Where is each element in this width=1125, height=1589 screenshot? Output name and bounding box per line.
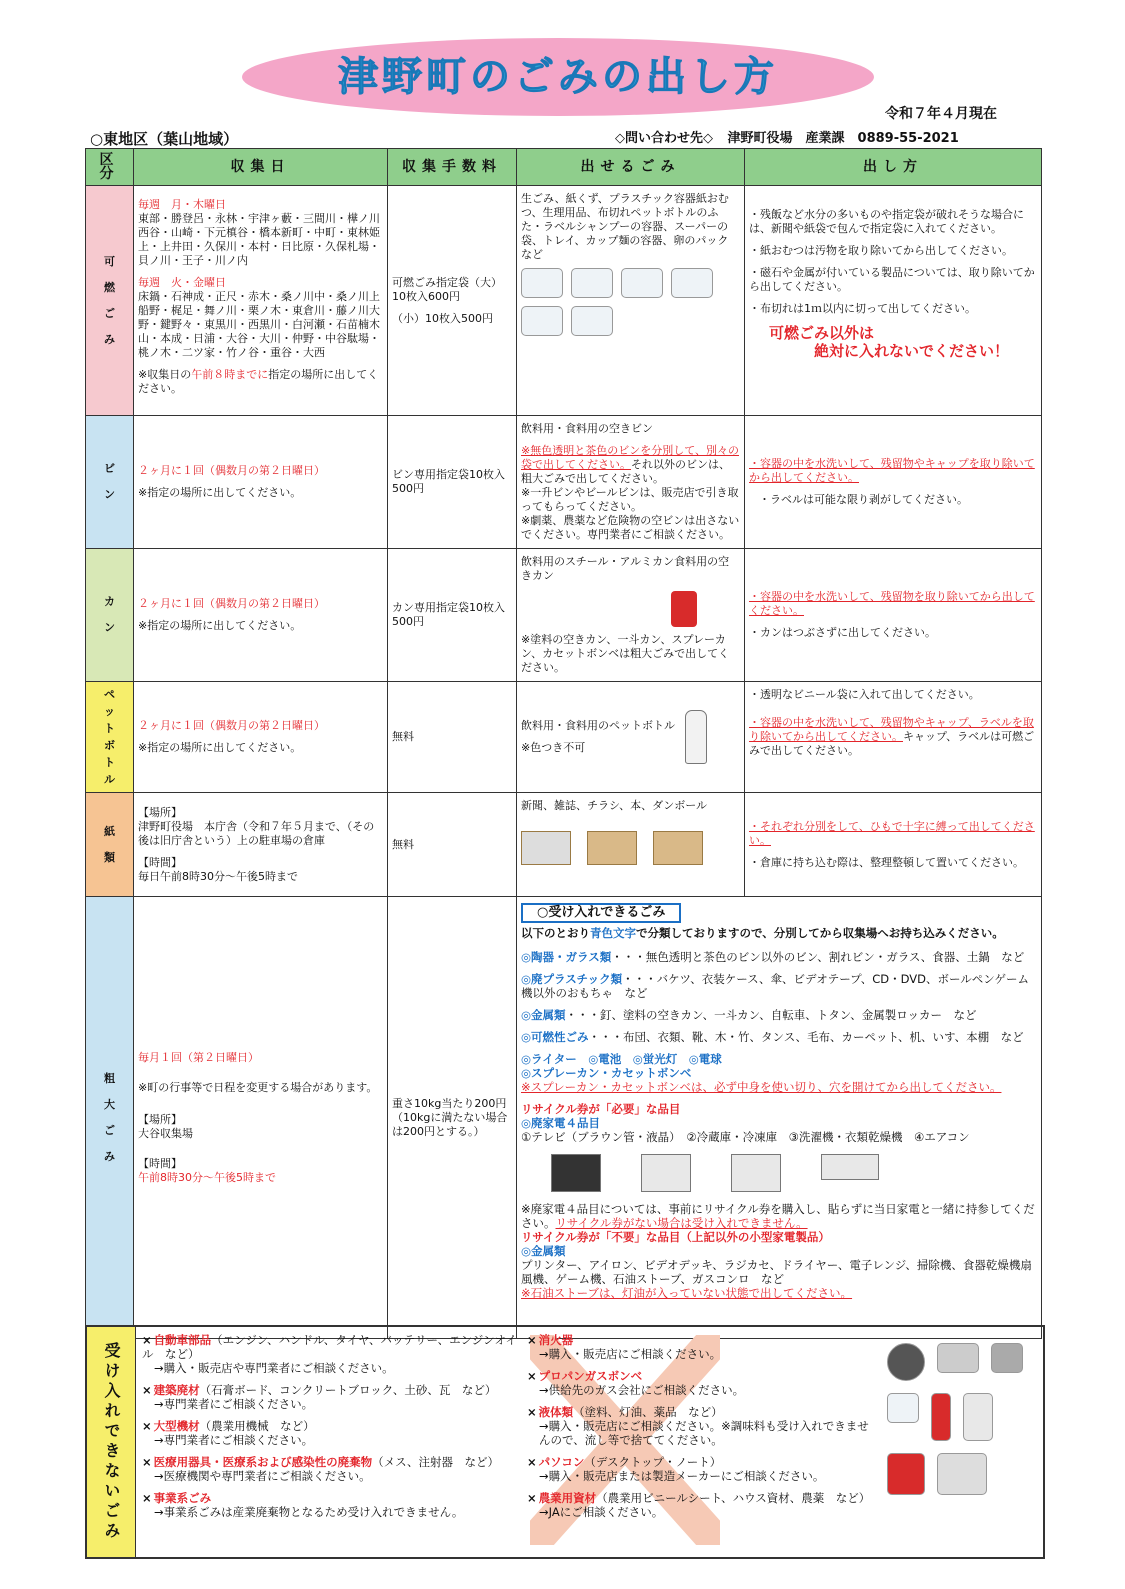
recycle-unneeded-heading: リサイクル券が「不要」な品目（上記以外の小型家電製品）	[521, 1230, 830, 1244]
recycle-required-note	[521, 1202, 1037, 1230]
paper-method	[745, 793, 1042, 897]
row-burnable	[86, 186, 1042, 416]
row-can	[86, 549, 1042, 682]
category-burnable	[86, 186, 134, 416]
category-bulky	[86, 897, 134, 1339]
category-char: ン	[104, 488, 115, 501]
not-accepted-item	[142, 1383, 522, 1411]
burnable-method	[745, 186, 1042, 416]
bulky-time-heading: 【時間】	[138, 1156, 182, 1170]
burnable-fee	[388, 186, 517, 416]
burnable-warning-2: 絶対に入れないでください！	[814, 342, 1010, 360]
bulky-accepted-heading: ○受け入れできるごみ	[521, 903, 681, 923]
category-paper	[86, 793, 134, 897]
group-heading: ◎可燃性ごみ	[521, 1030, 589, 1044]
item-detail: （農業用ビニールシート、ハウス資材、農薬 など）	[596, 1491, 871, 1505]
burnable-items-text: 生ごみ、紙くず、プラスチック容器紙おむつ、生理用品、布切れペットボトルのふた・ラベルシャンプーの容器、スーパーの袋、トレイ、カップ麺の容器、卵のパック など	[521, 192, 740, 261]
bottle-how-1: ・容器の中を水洗いして、残留物やキャップを取り除いてから出してください。	[749, 457, 1035, 484]
not-accepted-section	[85, 1325, 1045, 1559]
item-detail: （デスクトップ・ノート）	[584, 1455, 722, 1469]
x-icon: ×	[527, 1333, 537, 1347]
category-can	[86, 549, 134, 682]
bulky-day: 毎月１回（第２日曜日）	[138, 1050, 259, 1064]
item-head: 建築廃材	[153, 1383, 200, 1397]
can-day: ２ヶ月に１回（偶数月の第２日曜日）	[138, 597, 325, 610]
paper-items	[517, 793, 745, 897]
computer-icon	[937, 1453, 987, 1495]
category-char: ビ	[104, 462, 115, 475]
row-paper	[86, 793, 1042, 897]
item-head: プロパンガスボンベ	[538, 1369, 643, 1383]
burnable-how-1: ・残飯など水分の多いものや指定袋が破れそうな場合には、新聞や紙袋で包んで指定袋に入れてください。	[749, 208, 1024, 235]
bulky-note: ※町の行事等で日程を変更する場合があります。	[138, 1080, 378, 1094]
item-head: 自動車部品	[153, 1333, 212, 1347]
item-advice: →医療機関や専門業者にご相談ください。	[154, 1469, 371, 1483]
note-text: 指定の場所に出してください。	[138, 368, 379, 395]
bottle-place: ※指定の場所に出してください。	[138, 486, 302, 499]
category-char: 燃	[104, 280, 115, 294]
can-fee: カン専用指定袋10枚入500円	[388, 549, 517, 682]
contact-label: ◇問い合わせ先◇	[615, 131, 713, 146]
not-accepted-item	[527, 1405, 877, 1447]
cloth-icon	[571, 268, 613, 298]
bottle-item-2-red: ※無色透明と茶色のビンを分別して、別々の袋で出してください。	[521, 444, 739, 471]
bulky-group-metal	[521, 1008, 1037, 1022]
x-icon: ×	[527, 1491, 537, 1505]
category-bottle	[86, 416, 134, 549]
bulky-group-ceramics	[521, 950, 1037, 964]
paper-fee: 無料	[388, 793, 517, 897]
bottle-day: ２ヶ月に１回（偶数月の第２日曜日）	[138, 464, 325, 477]
x-icon: ×	[527, 1369, 537, 1383]
bottle-item-2: それ以外のビンは、粗大ごみで出してください。	[521, 458, 730, 485]
not-accepted-item	[527, 1333, 877, 1361]
can-icon	[671, 591, 697, 627]
item-head: 事業系ごみ	[153, 1491, 212, 1505]
paper-how-1: ・それぞれ分別をして、ひもで十字に縛って出してください。	[749, 819, 1035, 847]
category-char: 粗	[104, 1071, 115, 1085]
burnable-day2-label: 毎週 火・金曜日	[138, 276, 226, 289]
pet-item-2: ※色つき不可	[521, 741, 586, 754]
paper-how-2: ・倉庫に持ち込む際は、整理整頓して置いてください。	[749, 855, 1024, 869]
burnable-how-3: ・磁石や金属が付いている製品については、取り除いてから出してください。	[749, 266, 1035, 293]
area-name: ○東地区（葉山地域）	[90, 130, 239, 148]
can-method	[745, 549, 1042, 682]
pet-items	[517, 682, 745, 793]
category-char: 大	[104, 1097, 115, 1111]
paper-days	[134, 793, 388, 897]
category-char: ッ	[104, 705, 115, 718]
bulky-days	[134, 897, 388, 1339]
bottle-item-1: 飲料用・食料用の空きビン	[521, 422, 653, 435]
not-accepted-item	[527, 1455, 877, 1483]
x-icon: ×	[142, 1419, 152, 1433]
can-item-2: ※塗料の空きカン、一斗カン、スプレーカン、カセットボンベは粗大ごみで出してください。	[521, 633, 730, 674]
recycle-required-sub: ◎廃家電４品目	[521, 1116, 601, 1130]
burnable-items	[517, 186, 745, 416]
item-detail: （石膏ボード、コンクリートブロック、土砂、瓦 など）	[199, 1383, 497, 1397]
intro-text: で分類しておりますので、分別してから収集場へお持ち込みください。	[636, 926, 1004, 940]
category-char: み	[104, 1149, 115, 1163]
category-char: ペ	[104, 688, 115, 701]
burnable-how-2: ・紙おむつは汚物を取り除いてから出してください。	[749, 244, 1013, 257]
item-advice: →購入・販売店にご相談ください。※調味料も受け入れできませんので、流し等で捨ててください。	[539, 1419, 869, 1447]
item-advice: →購入・販売店や専門業者にご相談ください。	[154, 1361, 394, 1375]
battery-icon	[937, 1343, 979, 1373]
item-detail: （塗料、灯油、薬品 など）	[573, 1405, 723, 1419]
can-item-1: 飲料用のスチール・アルミカン食料用の空きカン	[521, 555, 730, 582]
pet-item-1: 飲料用・食料用のペットボトル	[521, 719, 675, 732]
paper-illustrations	[521, 831, 740, 865]
burnable-how-4: ・布切れは1ｍ以内に切って出してください。	[749, 302, 976, 315]
x-icon: ×	[142, 1455, 152, 1469]
concrete-block-icon	[991, 1343, 1023, 1373]
recycle-unneeded-items: プリンター、アイロン、ビデオデッキ、ラジカセ、ドライヤー、電子レンジ、掃除機、食器乾燥機扇風機、ゲーム機、石油ストーブ、ガスコンロ など	[521, 1258, 1032, 1286]
bulky-group-plastic	[521, 972, 1037, 1000]
category-char: カ	[104, 595, 115, 608]
bag-icon	[671, 268, 713, 298]
category-pet	[86, 682, 134, 793]
row-bottle	[86, 416, 1042, 549]
not-accepted-left	[142, 1333, 522, 1527]
header-method: 出し方	[745, 149, 1042, 186]
page-title: 津野町のごみの出し方	[338, 54, 778, 100]
tire-icon	[887, 1343, 925, 1381]
syringe-icon	[887, 1393, 919, 1423]
recycle-unneeded-sub: ◎金属類	[521, 1244, 566, 1258]
pet-how-2-red: ・容器の中を水洗いして、残留物やキャップ、ラベルを取り除いてから出してください。	[749, 716, 1034, 743]
burnable-fee-large: 可燃ごみ指定袋（大）10枚入600円	[392, 275, 502, 303]
category-char: ル	[104, 773, 115, 786]
group-text: ・・・無色透明と茶色のビン以外のビン、割れビン・ガラス、食器、土鍋 など	[611, 950, 1025, 964]
refrigerator-icon	[641, 1154, 691, 1192]
item-detail: （メス、注射器 など）	[372, 1455, 499, 1469]
washing-machine-icon	[731, 1154, 781, 1192]
group-text: ・・・バケツ、衣装ケース、傘、ビデオテープ、CD・DVD、ボールペンゲーム機以外のおもちゃ など	[521, 972, 1030, 1000]
note-highlight: 午前８時までに	[191, 368, 269, 381]
x-icon: ×	[142, 1333, 152, 1347]
header-row	[86, 149, 1042, 186]
gas-cylinder-icon	[963, 1393, 993, 1441]
egg-pack-icon	[571, 306, 613, 336]
diaper-icon	[521, 268, 563, 298]
x-icon: ×	[527, 1405, 537, 1419]
pet-bottle-icon	[685, 710, 707, 764]
contact-info	[615, 127, 959, 146]
category-char: ご	[104, 306, 115, 320]
tray-icon	[621, 268, 663, 298]
not-accepted-right	[527, 1333, 877, 1527]
item-head: 大型機材	[153, 1419, 200, 1433]
bulky-time: 午前8時30分～午後5時まで	[138, 1170, 276, 1184]
bulky-fee: 重さ10kg当たり200円（10kgに満たない場合は200円とする。）	[388, 897, 517, 1339]
bulky-group-lighter: ◎ライター ◎電池 ◎蛍光灯 ◎電球	[521, 1052, 722, 1066]
header-fee: 収集手数料	[388, 149, 517, 186]
appliance-illustrations	[551, 1154, 1037, 1192]
bottle-item-4: ※劇薬、農薬など危険物の空ビンは出さないでください。専門業者にご相談ください。	[521, 514, 740, 541]
recycle-required-heading: リサイクル券が「必要」な品目	[521, 1102, 681, 1116]
bottle-items	[517, 416, 745, 549]
category-char: 紙	[104, 824, 115, 838]
pet-place: ※指定の場所に出してください。	[138, 741, 302, 754]
item-advice: →専門業者にご相談ください。	[154, 1397, 314, 1411]
bulky-group-spray: ◎スプレーカン・カセットボンベ	[521, 1066, 692, 1080]
burnable-note	[138, 368, 383, 396]
item-head: 医療用器具・医療系および感染性の廃棄物	[153, 1455, 373, 1469]
not-accepted-item	[142, 1419, 522, 1447]
burnable-fee-small: （小）10枚入500円	[392, 311, 493, 325]
item-advice: →専門業者にご相談ください。	[154, 1433, 314, 1447]
bulky-spray-note: ※スプレーカン・カセットボンベは、必ず中身を使い切り、穴を開けてから出してください。	[521, 1080, 1002, 1094]
item-head: パソコン	[538, 1455, 585, 1469]
pet-day: ２ヶ月に１回（偶数月の第２日曜日）	[138, 719, 325, 732]
pet-how-2: キャップ、ラベルは可燃ごみで出してください。	[749, 730, 1035, 757]
contact-office: 津野町役場 産業課 0889-55-2021	[727, 131, 959, 146]
schedule-table-frame	[85, 148, 1041, 1339]
bottle-method	[745, 416, 1042, 549]
pet-fee: 無料	[388, 682, 517, 793]
x-icon: ×	[142, 1383, 152, 1397]
note-red: リサイクル券がない場合は受け入れできません。	[555, 1216, 808, 1230]
bulky-details	[517, 897, 1042, 1339]
note-text: ※廃家電４品目については、事前にリサイクル券を購入し、貼らずに当日家電と一緒に持参してください。	[521, 1202, 1035, 1230]
paper-time-heading: 【時間】	[138, 855, 182, 869]
group-heading: ◎廃プラスチック類	[521, 972, 623, 986]
paper-item-1: 新聞、雑誌、チラシ、本、ダンボール	[521, 799, 708, 812]
burnable-day1-areas: 東部・勝登呂・永林・宇津ヶ藪・三間川・樺ノ川西谷・山崎・下元槙谷・橋本新町・中町・東林姫上・上井田・久保川・本村・日比原・久保札場・貝ノ川・王子・川ノ内	[138, 212, 380, 267]
header-items: 出せるごみ	[517, 149, 745, 186]
group-text: ・・・布団、衣類、靴、木・竹、タンス、毛布、カーペット、机、いす、本棚 など	[588, 1030, 1024, 1044]
category-char: ご	[104, 1123, 115, 1137]
can-days	[134, 549, 388, 682]
as-of-date: 令和７年４月現在	[885, 106, 997, 122]
paper-time: 毎日午前8時30分～午後5時まで	[138, 869, 298, 883]
item-advice: →購入・販売店にご相談ください。	[539, 1347, 722, 1361]
fuel-can-icon	[887, 1453, 925, 1495]
recycle-required-items: ①テレビ（ブラウン管・液晶） ②冷蔵庫・冷凍庫 ③洗濯機・衣類乾燥機 ④エアコン	[521, 1130, 970, 1144]
can-items	[517, 549, 745, 682]
paper-place-heading: 【場所】	[138, 805, 182, 819]
bottle-item-3: ※一升ビンやビールビンは、販売店で引き取ってもらってください。	[521, 486, 739, 513]
burnable-illustrations	[521, 268, 740, 336]
category-char: み	[104, 332, 115, 346]
burnable-day1-label: 毎週 月・木曜日	[138, 198, 226, 211]
not-accepted-item	[142, 1491, 522, 1519]
item-advice: →JAにご相談ください。	[539, 1505, 664, 1519]
header-category: 区分	[86, 149, 134, 186]
not-accepted-item	[527, 1369, 877, 1397]
can-place: ※指定の場所に出してください。	[138, 619, 302, 632]
row-pet	[86, 682, 1042, 793]
item-detail: （農業用機械 など）	[199, 1419, 315, 1433]
kerosene-stove-note: ※石油ストーブは、灯油が入っていない状態で出してください。	[521, 1286, 853, 1300]
group-heading: ◎金属類	[521, 1008, 566, 1022]
not-accepted-illustrations	[887, 1343, 1027, 1495]
category-char: ボ	[104, 739, 115, 752]
item-advice: →事業系ごみは産業廃棄物となるため受け入れできません。	[154, 1505, 464, 1519]
item-advice: →供給先のガス会社にご相談ください。	[539, 1383, 745, 1397]
category-char: 可	[104, 254, 115, 268]
category-char: 類	[104, 850, 115, 864]
pet-method	[745, 682, 1042, 793]
intro-text: 以下のとおり	[521, 926, 590, 940]
x-icon: ×	[142, 1491, 152, 1505]
paper-place: 津野町役場 本庁舎（令和７年５月まで、（その後は旧庁舎という）上の駐車場の倉庫	[138, 819, 375, 847]
cardboard-icon	[653, 831, 703, 865]
group-text: ・・・釘、塗料の空きカン、一斗カン、自転車、トタン、金属製ロッカー など	[565, 1008, 977, 1022]
bulky-intro	[521, 926, 1037, 940]
burnable-day2-areas: 床鍋・石神成・正尺・赤木・桑ノ川中・桑ノ川上船野・梶足・舞ノ川・栗ノ木・東倉川・藤ノ川大野・鍵野々・東黒川・西黒川・白河瀬・石苗楠木山・本成・日浦・大谷・大川・仲野・中谷駄場・桃ノ木・二ツ家・竹ノ谷・重谷・大西	[138, 290, 380, 359]
not-accepted-item	[142, 1455, 522, 1483]
category-char: ト	[104, 756, 115, 769]
item-detail: （エンジン、ハンドル、タイヤ、バッテリー、エンジンオイル など）	[142, 1333, 517, 1361]
category-char: ト	[104, 722, 115, 735]
burnable-days	[134, 186, 388, 416]
fire-extinguisher-icon	[931, 1393, 951, 1441]
not-accepted-item	[142, 1333, 522, 1375]
newspaper-icon	[521, 831, 571, 865]
row-bulky	[86, 897, 1042, 1339]
group-heading: ◎陶器・ガラス類	[521, 950, 612, 964]
can-how-2: ・カンはつぶさずに出してください。	[749, 626, 936, 639]
category-char: ン	[104, 621, 115, 634]
bottle-days	[134, 416, 388, 549]
item-head: 農業用資材	[538, 1491, 597, 1505]
header-collection-day: 収集日	[134, 149, 388, 186]
burnable-warning-1: 可燃ごみ以外は	[769, 324, 875, 342]
bottle-how-2: ・ラベルは可能な限り剥がしてください。	[759, 493, 968, 506]
bottle-fee: ビン専用指定袋10枚入500円	[388, 416, 517, 549]
schedule-table	[85, 148, 1042, 1339]
pet-days	[134, 682, 388, 793]
not-accepted-category: 受け入れできないごみ	[87, 1327, 136, 1557]
cup-noodle-icon	[521, 306, 563, 336]
magazine-bundle-icon	[587, 831, 637, 865]
pet-how-1: ・透明なビニール袋に入れて出してください。	[749, 688, 980, 701]
bulky-place-heading: 【場所】	[138, 1112, 182, 1126]
item-head: 液体類	[538, 1405, 574, 1419]
air-conditioner-icon	[821, 1154, 879, 1180]
tv-icon	[551, 1154, 601, 1192]
bulky-group-combustible	[521, 1030, 1037, 1044]
bulky-place: 大谷収集場	[138, 1126, 193, 1140]
note-text: ※収集日の	[138, 368, 192, 381]
can-how-1: ・容器の中を水洗いして、残留物を取り除いてから出してください。	[749, 590, 1035, 617]
item-advice: →購入・販売店または製造メーカーにご相談ください。	[539, 1469, 825, 1483]
x-icon: ×	[527, 1455, 537, 1469]
not-accepted-item	[527, 1491, 877, 1519]
item-head: 消火器	[538, 1333, 574, 1347]
intro-blue: 青色文字	[590, 926, 636, 940]
